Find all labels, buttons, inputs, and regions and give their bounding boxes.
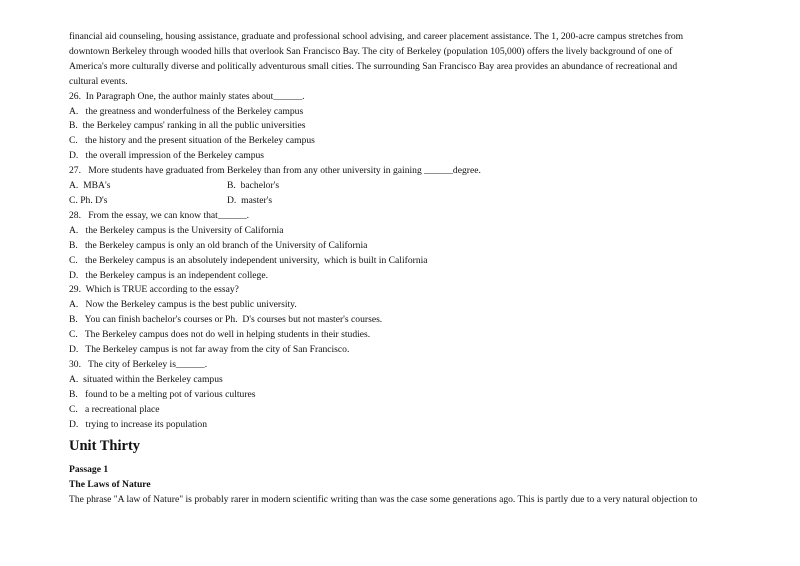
option-c: C. Ph. D's: [69, 194, 108, 206]
passage-title: The Laws of Nature: [69, 479, 151, 491]
passage-first-line: The phrase "A law of Nature" is probably rarer in modern scientific writing than was the case some generations ago. This is partly due to a very natural objection to: [69, 494, 698, 506]
option-d: D. the Berkeley campus is an independent college.: [69, 269, 269, 281]
option-d: D. master's: [227, 194, 273, 206]
intro-line: downtown Berkeley through wooded hills that overlook San Francisco Bay. The city of Berkeley (population 105,000) offers the lively background of one of: [69, 45, 673, 57]
option-b: B. the Berkeley campus is only an old branch of the University of California: [69, 239, 368, 251]
intro-line: financial aid counseling, housing assistance, graduate and professional school advising, and career placement assistance. The 1, 200-acre campus stretches from: [69, 31, 684, 42]
option-b: B. found to be a melting pot of various cultures: [69, 388, 256, 400]
option-d: D. The Berkeley campus is not far away from the city of San Francisco.: [69, 344, 350, 356]
option-a: A. MBA's: [69, 180, 111, 192]
option-b: B. You can finish bachelor's courses or Ph. D's courses but not master's courses.: [69, 314, 383, 326]
option-c: C. the history and the present situation of the Berkeley campus: [69, 135, 315, 147]
question-stem: 30. The city of Berkeley is______.: [69, 358, 208, 370]
option-d: D. the overall impression of the Berkeley campus: [69, 150, 265, 162]
option-c: C. The Berkeley campus does not do well in helping students in their studies.: [69, 329, 371, 341]
question-30: [69, 358, 734, 433]
intro-line: America's more culturally diverse and politically adventurous small cities. The surrounding San Francisco Bay area provides an abundance of recreational and: [69, 60, 678, 72]
unit-title: Unit Thirty: [69, 438, 141, 455]
question-stem: 26. In Paragraph One, the author mainly states about______.: [69, 90, 305, 102]
intro-paragraph: [69, 30, 734, 90]
question-stem: 27. More students have graduated from Berkeley than from any other university in gaining ______degree.: [69, 165, 481, 177]
option-b: B. the Berkeley campus' ranking in all the public universities: [69, 120, 306, 132]
question-29: [69, 283, 734, 358]
option-row: [69, 179, 734, 194]
option-a: A. the greatness and wonderfulness of the Berkeley campus: [69, 105, 304, 117]
option-a: A. situated within the Berkeley campus: [69, 373, 223, 385]
question-stem: 28. From the essay, we can know that______.: [69, 209, 250, 221]
question-26: [69, 90, 734, 165]
option-a: A. Now the Berkeley campus is the best public university.: [69, 299, 297, 311]
option-row: [69, 194, 734, 209]
passage-label: Passage 1: [69, 464, 109, 476]
question-27: [69, 164, 734, 209]
option-b: B. bachelor's: [227, 180, 280, 192]
intro-line: cultural events.: [69, 75, 128, 87]
option-c: C. the Berkeley campus is an absolutely independent university, which is built in California: [69, 254, 428, 266]
option-c: C. a recreational place: [69, 403, 160, 415]
question-28: [69, 209, 734, 284]
document-page: [69, 30, 734, 508]
question-stem: 29. Which is TRUE according to the essay?: [69, 284, 239, 296]
option-d: D. trying to increase its population: [69, 418, 208, 430]
option-a: A. the Berkeley campus is the University of California: [69, 224, 284, 236]
